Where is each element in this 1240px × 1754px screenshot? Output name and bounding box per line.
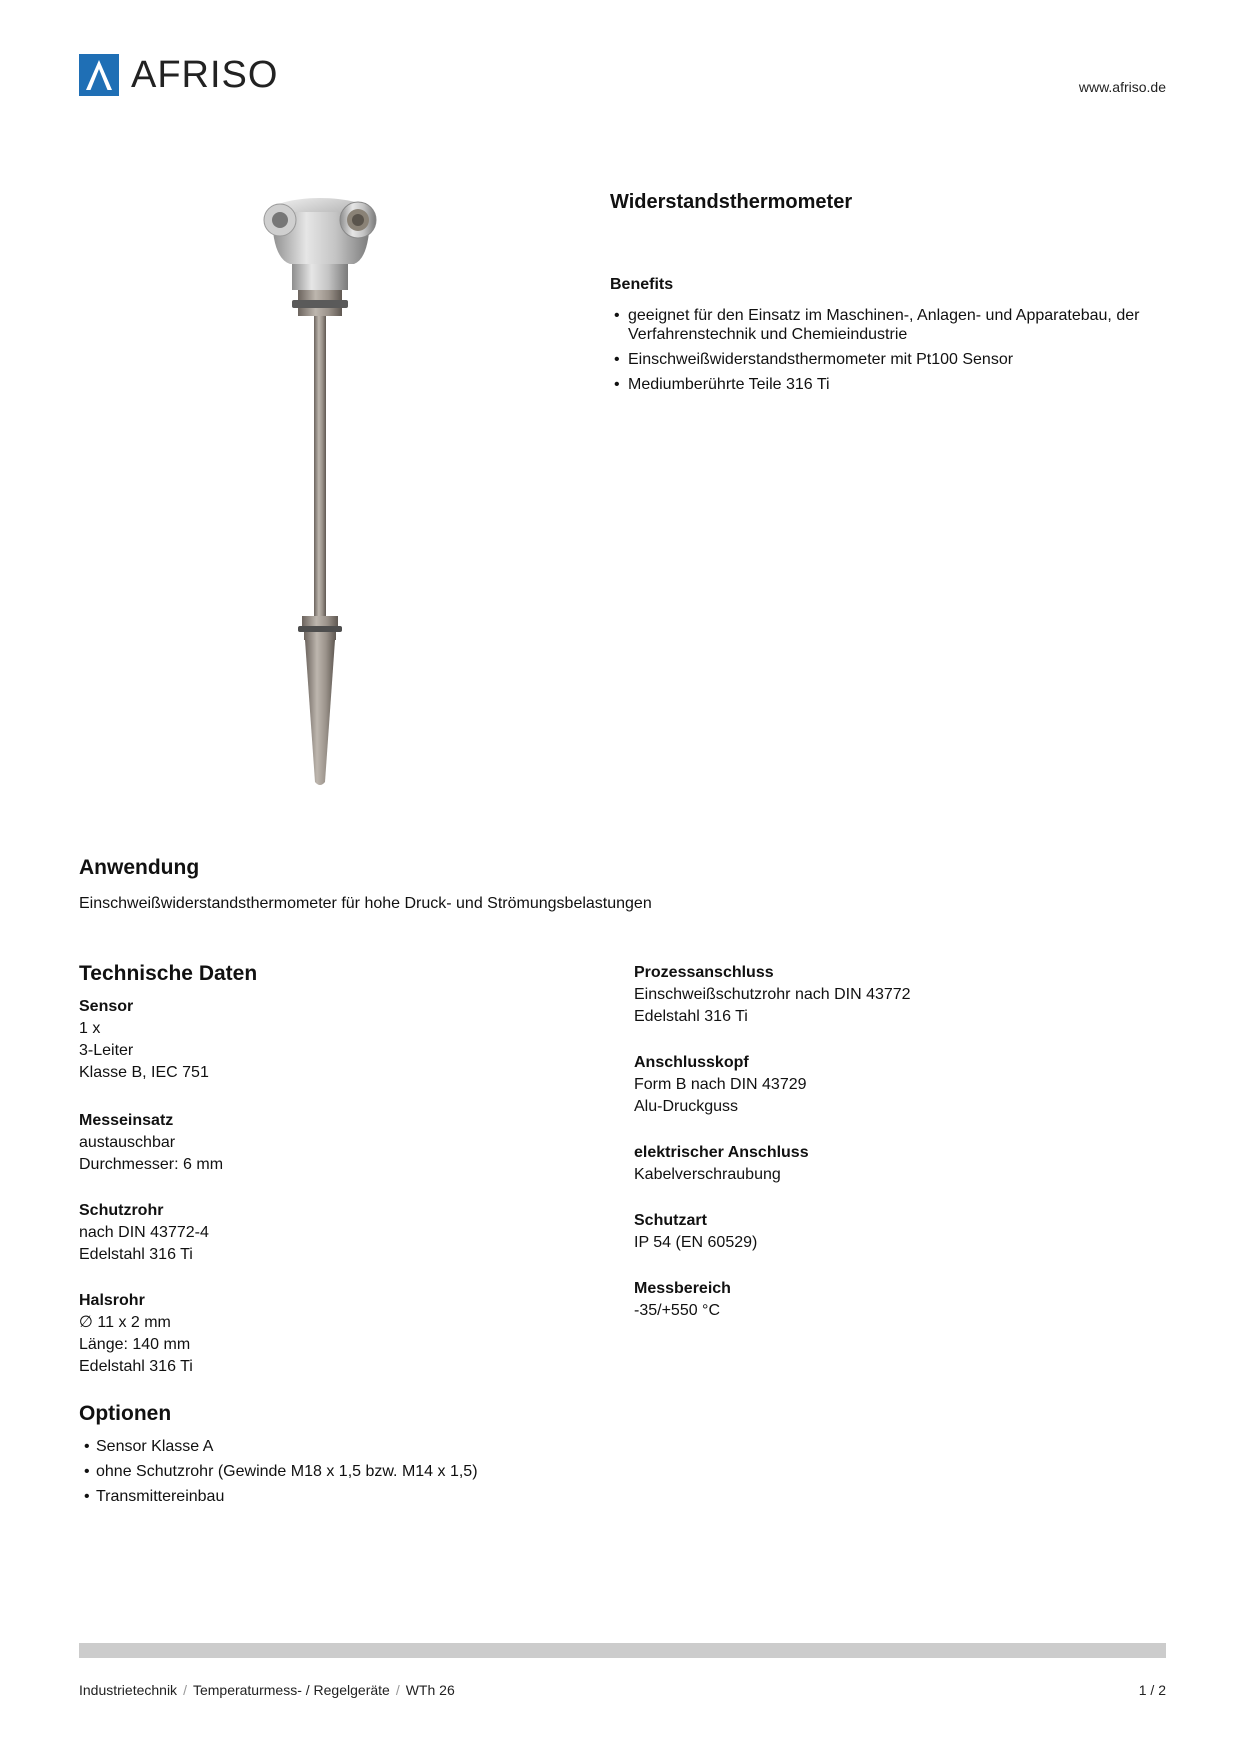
spec-value: nach DIN 43772-4 <box>79 1224 209 1241</box>
spec-value: Edelstahl 316 Ti <box>634 1008 748 1025</box>
spec-value: Kabelverschraubung <box>634 1166 781 1183</box>
spec-value: Einschweißschutzrohr nach DIN 43772 <box>634 986 911 1003</box>
option-item: • Transmittereinbau <box>80 1487 478 1506</box>
spec-label: Schutzart <box>634 1212 707 1229</box>
breadcrumb <box>79 1682 455 1698</box>
spec-sensor <box>79 996 209 1084</box>
breadcrumb-item-temperaturmess[interactable]: Temperaturmess- / Regelgeräte <box>192 1682 390 1698</box>
breadcrumb-separator: / <box>183 1682 187 1698</box>
brand-name: AFRISO <box>131 54 279 96</box>
benefit-item: • Einschweißwiderstandsthermometer mit Pt100 Sensor <box>612 350 1172 369</box>
spec-schutzart <box>634 1210 757 1254</box>
spec-value: 1 x <box>79 1020 101 1037</box>
technical-data-heading: Technische Daten <box>79 962 258 985</box>
spec-value: Länge: 140 mm <box>79 1336 191 1353</box>
options-list <box>80 1437 478 1512</box>
spec-value: 3-Leiter <box>79 1042 134 1059</box>
benefits-heading: Benefits <box>610 276 674 293</box>
spec-value: Alu-Druckguss <box>634 1098 739 1115</box>
spec-label: elektrischer Anschluss <box>634 1144 809 1161</box>
breadcrumb-item-industrietechnik[interactable]: Industrietechnik <box>79 1682 178 1698</box>
footer-divider-bar <box>79 1643 1166 1658</box>
benefit-item: • geeignet für den Einsatz im Maschinen-, Anlagen- und Apparatebau, der Verfahrenstechnik und Chemieindustrie <box>612 306 1172 344</box>
spec-value: austauschbar <box>79 1134 176 1151</box>
spec-value: IP 54 (EN 60529) <box>634 1234 758 1251</box>
spec-value: Klasse B, IEC 751 <box>79 1064 209 1081</box>
website-link[interactable]: www.afriso.de <box>1078 79 1166 95</box>
afriso-triangle-logo-icon <box>79 54 119 96</box>
application-text: Einschweißwiderstandsthermometer für hohe Druck- und Strömungsbelastungen <box>79 895 652 912</box>
spec-value: Edelstahl 316 Ti <box>79 1246 193 1263</box>
page-number: 1 / 2 <box>1138 1682 1166 1698</box>
spec-messeinsatz <box>79 1110 223 1176</box>
spec-elektrischer-anschluss <box>634 1142 809 1186</box>
thermometer-product-image <box>258 190 416 790</box>
spec-messbereich <box>634 1278 731 1322</box>
product-title: Widerstandsthermometer <box>610 191 853 213</box>
application-heading: Anwendung <box>79 856 200 879</box>
spec-prozessanschluss <box>634 962 911 1028</box>
spec-label: Messeinsatz <box>79 1112 174 1129</box>
spec-label: Sensor <box>79 998 134 1015</box>
breadcrumb-item-product-code: WTh 26 <box>405 1682 455 1698</box>
spec-label: Anschlusskopf <box>634 1054 749 1071</box>
spec-anschlusskopf <box>634 1052 807 1118</box>
spec-value: Edelstahl 316 Ti <box>79 1358 193 1375</box>
spec-label: Messbereich <box>634 1280 731 1297</box>
spec-value: -35/+550 °C <box>634 1302 721 1319</box>
option-item: • ohne Schutzrohr (Gewinde M18 x 1,5 bzw. M14 x 1,5) <box>80 1462 478 1481</box>
afriso-logo[interactable] <box>79 54 278 96</box>
spec-schutzrohr <box>79 1200 209 1266</box>
spec-value: ∅ 11 x 2 mm <box>79 1314 171 1331</box>
spec-label: Prozessanschluss <box>634 964 774 981</box>
option-item: • Sensor Klasse A <box>80 1437 478 1456</box>
spec-label: Schutzrohr <box>79 1202 164 1219</box>
options-heading: Optionen <box>79 1402 172 1425</box>
benefits-list <box>612 306 1172 400</box>
benefit-item: • Mediumberührte Teile 316 Ti <box>612 375 1172 394</box>
breadcrumb-separator: / <box>395 1682 400 1698</box>
spec-label: Halsrohr <box>79 1292 145 1309</box>
spec-value: Form B nach DIN 43729 <box>634 1076 807 1093</box>
spec-value: Durchmesser: 6 mm <box>79 1156 224 1173</box>
spec-halsrohr <box>79 1290 193 1378</box>
